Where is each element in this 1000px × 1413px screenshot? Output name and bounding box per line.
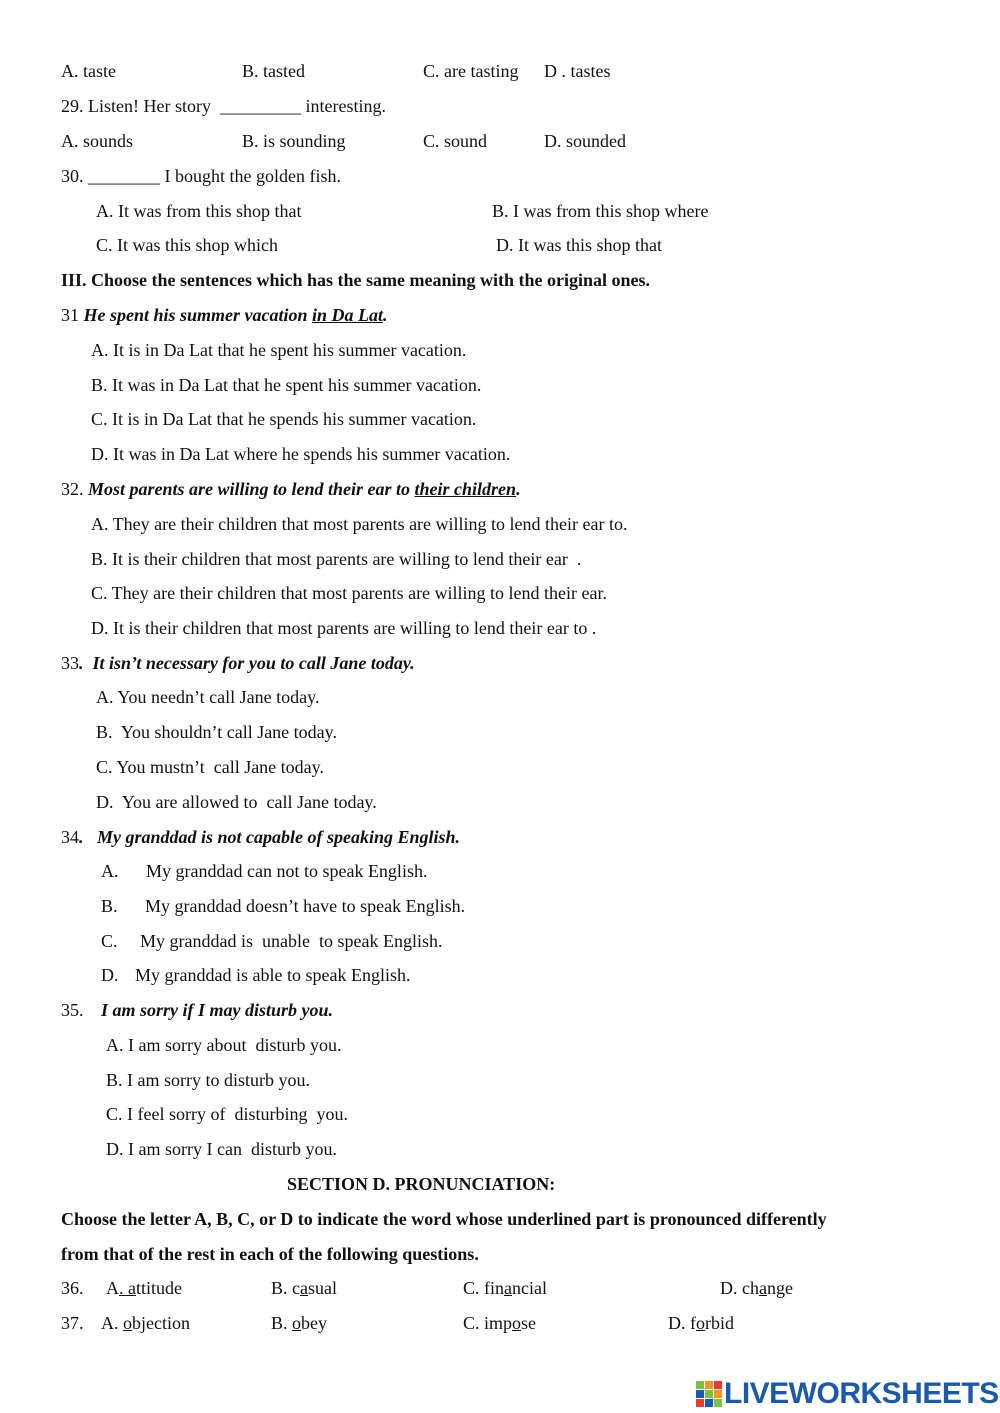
q34-option-d-letter: D. bbox=[101, 965, 119, 985]
q34-option-d: My granddad is able to speak English. bbox=[135, 965, 411, 985]
q33-option-c: C. You mustn’t call Jane today. bbox=[96, 757, 324, 777]
q37-option-a: A. objection bbox=[101, 1313, 190, 1333]
q29-option-a: A. sounds bbox=[61, 131, 134, 151]
q37-a-underlined: o bbox=[123, 1313, 132, 1333]
q36-b-underlined: a bbox=[300, 1278, 308, 1298]
q29-option-c: C. sound bbox=[423, 131, 488, 151]
q35-number: 35. bbox=[61, 1000, 84, 1020]
q36-number: 36. bbox=[61, 1278, 84, 1298]
q32-stem-underlined: their children bbox=[414, 479, 517, 499]
q33-option-a: A. You needn’t call Jane today. bbox=[96, 687, 320, 707]
q34-option-c: My granddad is unable to speak English. bbox=[140, 931, 443, 951]
q34-number: 34 bbox=[61, 827, 79, 847]
q32-stem bbox=[61, 478, 521, 500]
section-d-instruction-2: from that of the rest in each of the following questions. bbox=[61, 1244, 479, 1264]
q35-option-d: D. I am sorry I can disturb you. bbox=[106, 1139, 337, 1159]
q30-option-a: A. It was from this shop that bbox=[96, 201, 302, 221]
q31-stem-text: He spent his summer vacation bbox=[79, 305, 313, 325]
q30-option-d: D. It was this shop that bbox=[496, 235, 662, 255]
q34-stem bbox=[61, 826, 460, 848]
q30-option-b: B. I was from this shop where bbox=[492, 201, 709, 221]
q29-stem: 29. Listen! Her story _________ interesting. bbox=[61, 96, 386, 116]
q34-option-b-letter: B. bbox=[101, 896, 118, 916]
q37-option-d: D. forbid bbox=[668, 1313, 734, 1333]
q29-option-b: B. is sounding bbox=[242, 131, 346, 151]
q37-c-underlined: o bbox=[512, 1313, 522, 1333]
liveworksheets-logo bbox=[696, 1378, 999, 1410]
q32-stem-end: . bbox=[516, 479, 521, 499]
q37-option-c: C. impose bbox=[463, 1313, 537, 1333]
q36-c-underlined: a bbox=[504, 1278, 513, 1298]
q36-option-d: D. change bbox=[720, 1278, 793, 1298]
q35-option-a: A. I am sorry about disturb you. bbox=[106, 1035, 342, 1055]
q35-stem: I am sorry if I may disturb you. bbox=[101, 1000, 334, 1020]
q31-stem bbox=[61, 304, 388, 326]
q32-option-d: D. It is their children that most parents are willing to lend their ear to . bbox=[91, 618, 597, 638]
q35-option-b: B. I am sorry to disturb you. bbox=[106, 1070, 310, 1090]
section-d-instruction-1: Choose the letter A, B, C, or D to indicate the word whose underlined part is pronounced differently bbox=[61, 1209, 827, 1229]
q31-stem-end: . bbox=[383, 305, 388, 325]
q32-stem-text: Most parents are willing to lend their ear to bbox=[83, 479, 415, 499]
q33-option-d: D. You are allowed to call Jane today. bbox=[96, 792, 377, 812]
q33-number: 33 bbox=[61, 653, 79, 673]
q34-option-c-letter: C. bbox=[101, 931, 118, 951]
q37-option-b: B. obey bbox=[271, 1313, 328, 1333]
q36-d-underlined: a bbox=[759, 1278, 767, 1298]
q32-option-b: B. It is their children that most parents are willing to lend their ear . bbox=[91, 549, 582, 569]
q36-a-underlined: . a bbox=[119, 1278, 136, 1298]
q36-option-b: B. casual bbox=[271, 1278, 337, 1298]
q29-option-d: D. sounded bbox=[544, 131, 626, 151]
q31-stem-underlined: in Da Lat bbox=[312, 305, 384, 325]
q37-number: 37. bbox=[61, 1313, 84, 1333]
q33-stem bbox=[61, 652, 415, 674]
q34-option-a: My granddad can not to speak English. bbox=[146, 861, 428, 881]
q34-option-a-letter: A. bbox=[101, 861, 119, 881]
q36-option-c: C. financial bbox=[463, 1278, 547, 1298]
q31-option-a: A. It is in Da Lat that he spent his summer vacation. bbox=[91, 340, 467, 360]
q30-option-c: C. It was this shop which bbox=[96, 235, 278, 255]
q28-option-c: C. are tasting bbox=[423, 61, 519, 81]
q32-number: 32. bbox=[61, 479, 84, 499]
q31-option-b: B. It was in Da Lat that he spent his summer vacation. bbox=[91, 375, 482, 395]
q28-option-a: A. taste bbox=[61, 61, 116, 81]
q33-stem-text: . It isn’t necessary for you to call Jane today. bbox=[79, 653, 415, 673]
q37-b-underlined: o bbox=[292, 1313, 302, 1333]
q30-stem: 30. ________ I bought the golden fish. bbox=[61, 166, 341, 186]
liveworksheets-logo-text: LIVEWORKSHEETS bbox=[724, 1377, 999, 1410]
liveworksheets-logo-icon bbox=[696, 1381, 722, 1407]
q34-stem-text: . My granddad is not capable of speaking English. bbox=[79, 827, 461, 847]
q35-option-c: C. I feel sorry of disturbing you. bbox=[106, 1104, 348, 1124]
q32-option-c: C. They are their children that most parents are willing to lend their ear. bbox=[91, 583, 608, 603]
q28-option-d: D . tastes bbox=[544, 61, 611, 81]
q28-option-b: B. tasted bbox=[242, 61, 305, 81]
q32-option-a: A. They are their children that most parents are willing to lend their ear to. bbox=[91, 514, 628, 534]
q37-d-underlined: o bbox=[696, 1313, 705, 1333]
q34-option-b: My granddad doesn’t have to speak English. bbox=[145, 896, 466, 916]
q36-option-a: A. attitude bbox=[106, 1278, 182, 1298]
section-3-heading: III. Choose the sentences which has the same meaning with the original ones. bbox=[61, 270, 651, 290]
q31-option-c: C. It is in Da Lat that he spends his summer vacation. bbox=[91, 409, 477, 429]
q31-option-d: D. It was in Da Lat where he spends his summer vacation. bbox=[91, 444, 511, 464]
section-d-title: SECTION D. PRONUNCIATION: bbox=[287, 1174, 556, 1194]
q31-number: 31 bbox=[61, 305, 79, 325]
q33-option-b: B. You shouldn’t call Jane today. bbox=[96, 722, 337, 742]
